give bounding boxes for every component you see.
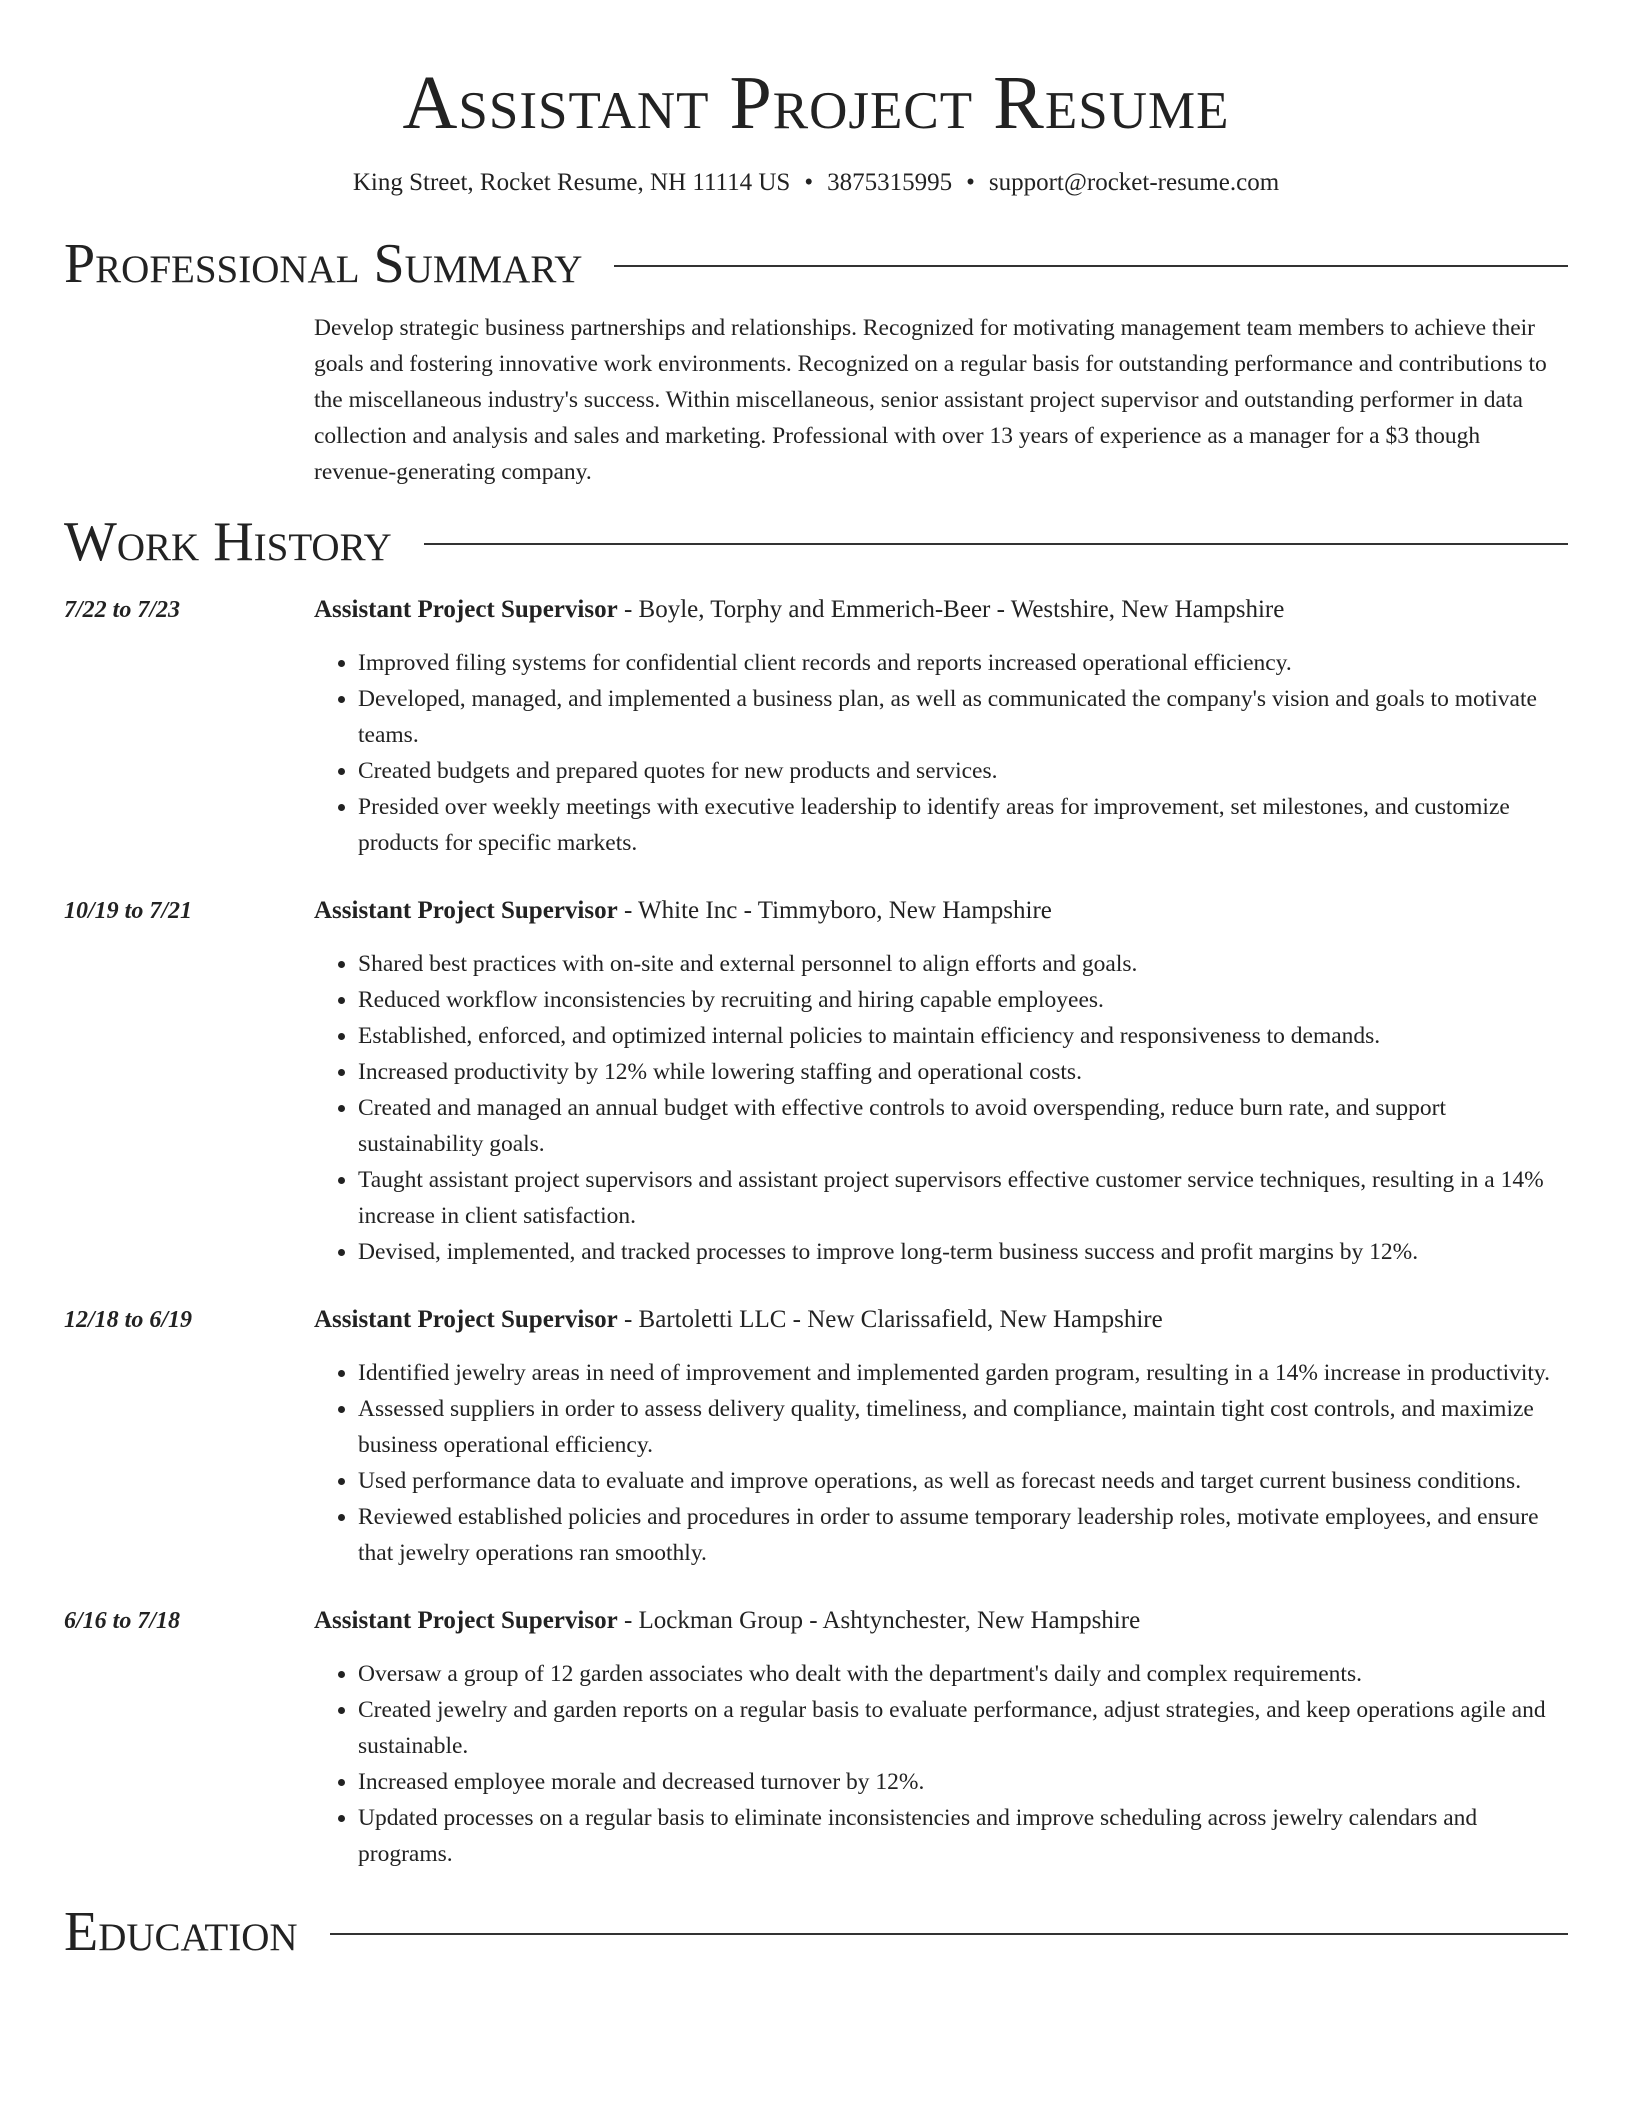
job-bullet: • Created jewelry and garden reports on a regular basis to evaluate performance, adjust strategies, and keep operations agile and sustainable. <box>358 1692 1568 1764</box>
job-bullet: • Assessed suppliers in order to assess delivery quality, timeliness, and compliance, maintain tight cost controls, and maximize business operational efficiency. <box>358 1391 1568 1463</box>
job-bullet: • Shared best practices with on-site and external personnel to align efforts and goals. <box>358 946 1568 982</box>
job-body <box>314 1302 1568 1571</box>
section-divider <box>330 1933 1568 1935</box>
job-list <box>64 592 1568 1872</box>
resume-name: Assistant Project Resume <box>402 61 1230 145</box>
job-bullet: • Presided over weekly meetings with executive leadership to identify areas for improvement, set milestones, and customize products for specific markets. <box>358 789 1568 861</box>
job-title: Assistant Project Supervisor <box>314 1607 618 1634</box>
section-divider <box>424 543 1568 545</box>
summary-section-header <box>64 232 1568 296</box>
job-dates: 10/19 to 7/21 <box>64 898 193 924</box>
job-body <box>314 1603 1568 1872</box>
job-details: - Boyle, Torphy and Emmerich-Beer - Westshire, New Hampshire <box>617 596 1285 623</box>
job-bullet: • Established, enforced, and optimized internal policies to maintain efficiency and responsiveness to demands. <box>358 1018 1568 1054</box>
education-section-title: Education <box>64 1901 298 1963</box>
job-bullet: • Reviewed established policies and procedures in order to assume temporary leadership roles, motivate employees, and ensure that jewelry operations ran smoothly. <box>358 1499 1568 1571</box>
job-bullet: • Devised, implemented, and tracked processes to improve long-term business success and profit margins by 12%. <box>358 1234 1568 1270</box>
job-dates: 12/18 to 6/19 <box>64 1307 193 1333</box>
job-details: - White Inc - Timmyboro, New Hampshire <box>617 897 1052 924</box>
job-body <box>314 592 1568 861</box>
resume-page <box>64 0 1568 1964</box>
job-bullet: • Oversaw a group of 12 garden associates who dealt with the department's daily and complex requirements. <box>358 1656 1568 1692</box>
contact-email: support@rocket-resume.com <box>988 169 1280 196</box>
contact-address: King Street, Rocket Resume, NH 11114 US <box>352 169 791 196</box>
summary-section-title: Professional Summary <box>64 233 583 295</box>
job-bullets <box>314 1355 1568 1571</box>
job-bullet: • Created budgets and prepared quotes for new products and services. <box>358 753 1568 789</box>
contact-separator: • <box>966 169 975 196</box>
job-bullets <box>314 946 1568 1270</box>
job-bullet: • Identified jewelry areas in need of improvement and implemented garden program, resulting in a 14% increase in productivity. <box>358 1355 1568 1391</box>
job-heading <box>314 893 1568 929</box>
job-bullet: • Created and managed an annual budget with effective controls to avoid overspending, reduce burn rate, and support sustainability goals. <box>358 1090 1568 1162</box>
job-bullet: • Taught assistant project supervisors and assistant project supervisors effective customer service techniques, resulting in a 14% increase in client satisfaction. <box>358 1162 1568 1234</box>
job-bullet: • Increased productivity by 12% while lowering staffing and operational costs. <box>358 1054 1568 1090</box>
job-dates: 6/16 to 7/18 <box>64 1608 181 1634</box>
job-body <box>314 893 1568 1270</box>
job-bullet: • Improved filing systems for confidential client records and reports increased operational efficiency. <box>358 645 1568 681</box>
job-title: Assistant Project Supervisor <box>314 596 618 623</box>
job-title: Assistant Project Supervisor <box>314 897 618 924</box>
job-bullets <box>314 1656 1568 1872</box>
job-heading <box>314 1302 1568 1338</box>
job-entry <box>64 893 1568 1270</box>
job-dates: 7/22 to 7/23 <box>64 597 181 623</box>
job-bullet: • Used performance data to evaluate and improve operations, as well as forecast needs and target current business conditions. <box>358 1463 1568 1499</box>
job-heading <box>314 592 1568 628</box>
job-entry <box>64 1302 1568 1571</box>
job-details: - Bartoletti LLC - New Clarissafield, New Hampshire <box>617 1306 1163 1333</box>
work-history-section-title: Work History <box>64 511 392 573</box>
job-details: - Lockman Group - Ashtynchester, New Hampshire <box>617 1607 1141 1634</box>
summary-text: Develop strategic business partnerships and relationships. Recognized for motivating management team members to achieve their goals and fostering innovative work environments. Recognized on a regular basis for outstanding performance and contributions to the miscellaneous industry's success. Within miscellaneous, senior assistant project supervisor and outstanding performer in data collection and analysis and sales and marketing. Professional with over 13 years of experience as a manager for a $3 though revenue-generating company. <box>314 315 1547 485</box>
job-heading <box>314 1603 1568 1639</box>
contact-line <box>64 166 1568 200</box>
education-section-header <box>64 1900 1568 1964</box>
job-entry <box>64 592 1568 861</box>
job-bullets <box>314 645 1568 861</box>
contact-phone: 3875315995 <box>827 169 953 196</box>
contact-separator: • <box>804 169 814 196</box>
job-entry <box>64 1603 1568 1872</box>
section-divider <box>614 265 1568 267</box>
job-bullet: • Developed, managed, and implemented a business plan, as well as communicated the company's vision and goals to motivate teams. <box>358 681 1568 753</box>
job-bullet: • Updated processes on a regular basis to eliminate inconsistencies and improve scheduling across jewelry calendars and programs. <box>358 1800 1568 1872</box>
job-bullet: • Reduced workflow inconsistencies by recruiting and hiring capable employees. <box>358 982 1568 1018</box>
job-title: Assistant Project Supervisor <box>314 1306 618 1333</box>
work-history-section-header <box>64 510 1568 574</box>
job-bullet: • Increased employee morale and decreased turnover by 12%. <box>358 1764 1568 1800</box>
